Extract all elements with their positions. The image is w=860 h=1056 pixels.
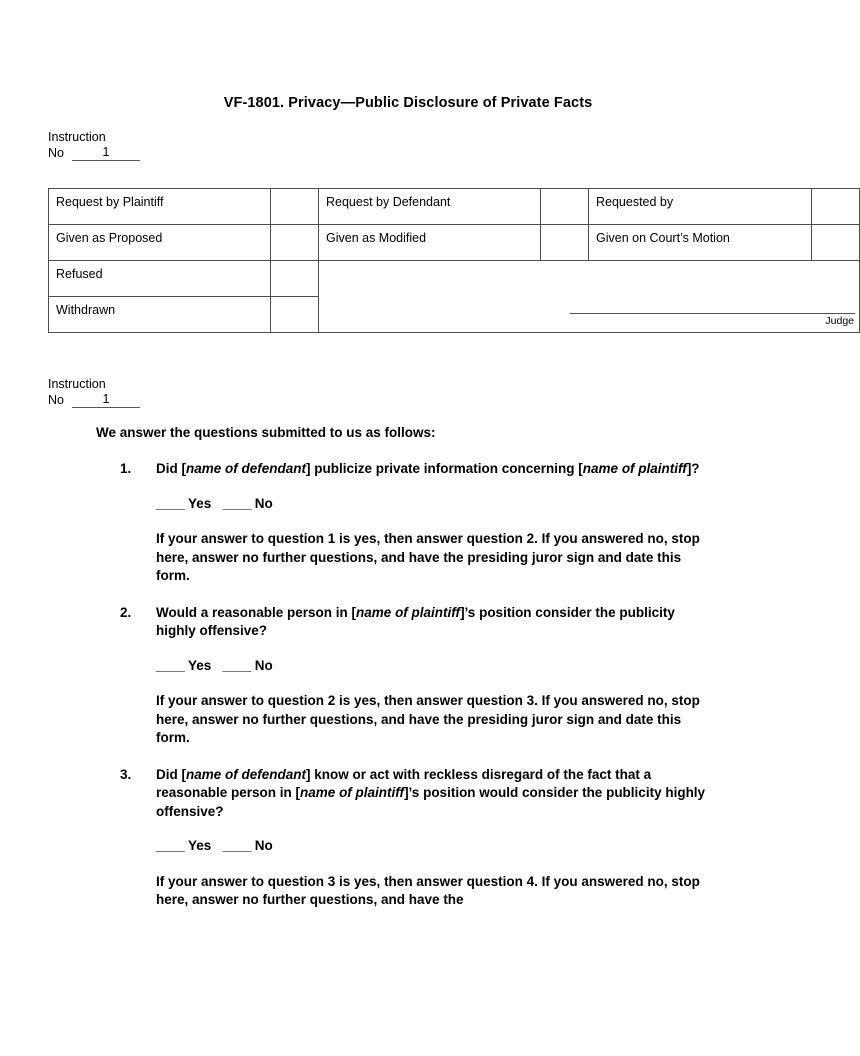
judge-signature-cell bbox=[319, 261, 860, 333]
answer-no-label: No bbox=[254, 495, 273, 511]
instruction-label-line1: Instruction bbox=[48, 130, 106, 144]
cell-given-on-courts-motion bbox=[589, 225, 812, 261]
cell-label: Given as Modified bbox=[326, 231, 427, 245]
cell-withdrawn bbox=[49, 297, 271, 333]
static-text: Would a reasonable person in [ bbox=[156, 604, 357, 620]
cell-refused bbox=[49, 261, 271, 297]
page-title: VF-1801. Privacy—Public Disclosure of Private Facts bbox=[223, 95, 593, 111]
question-number: 2. bbox=[120, 604, 132, 620]
placeholder-text: name of defendant bbox=[186, 766, 307, 782]
answer-row-question-1 bbox=[156, 495, 816, 514]
answer-no-blank[interactable]: ____ bbox=[222, 657, 251, 673]
question-number: 1. bbox=[120, 461, 132, 476]
answer-yes-blank[interactable]: ____ bbox=[156, 495, 185, 511]
placeholder-text: name of defendant bbox=[186, 461, 307, 476]
checkbox-request-by-plaintiff[interactable] bbox=[271, 189, 319, 225]
cell-requested-by bbox=[589, 189, 812, 225]
cell-label: Request by Defendant bbox=[326, 195, 451, 209]
cell-label: Refused bbox=[56, 267, 103, 281]
answer-yes-blank[interactable]: ____ bbox=[156, 657, 185, 673]
checkbox-refused[interactable] bbox=[271, 261, 319, 297]
instruction-no-label: No bbox=[48, 393, 64, 407]
placeholder-text: name of plaintiff bbox=[356, 604, 461, 620]
judge-signature-label: Judge bbox=[825, 315, 854, 327]
answer-yes-label: Yes bbox=[187, 838, 212, 853]
answer-yes-label: Yes bbox=[187, 657, 212, 673]
static-text: Did [ bbox=[156, 461, 186, 476]
answer-yes-blank[interactable]: ____ bbox=[156, 838, 185, 853]
static-text: ] know or act with reckless disregard of the fact that a reasonable person in [ bbox=[156, 766, 652, 800]
answer-no-label: No bbox=[254, 657, 273, 673]
answer-yes-label: Yes bbox=[187, 495, 212, 511]
cell-label: Withdrawn bbox=[56, 303, 116, 317]
request-disposition-table bbox=[48, 188, 860, 333]
answer-row-question-2 bbox=[156, 657, 816, 676]
static-text: ]? bbox=[686, 461, 700, 476]
instruction-number-field[interactable]: 1 bbox=[72, 392, 140, 408]
question-2 bbox=[120, 604, 816, 641]
instruction-number-header-top bbox=[48, 130, 140, 161]
question-text bbox=[156, 604, 708, 641]
answer-row-question-3 bbox=[156, 837, 816, 856]
checkbox-given-as-modified[interactable] bbox=[541, 225, 589, 261]
static-text: ] publicize private information concerning [ bbox=[306, 461, 583, 476]
question-3-instruction-note: If your answer to question 3 is yes, then answer question 4. If you answered no, stop here, answer no further questions, and have the bbox=[156, 873, 700, 907]
cell-label: Requested by bbox=[596, 195, 674, 209]
cell-label: Request by Plaintiff bbox=[56, 195, 164, 209]
instruction-number-field[interactable]: 1 bbox=[72, 145, 140, 161]
checkbox-request-by-defendant[interactable] bbox=[541, 189, 589, 225]
instruction-number-row bbox=[48, 392, 140, 408]
answer-no-blank[interactable]: ____ bbox=[222, 495, 251, 511]
question-text bbox=[156, 766, 708, 822]
cell-request-by-plaintiff bbox=[49, 189, 271, 225]
cell-label: Given on Court’s Motion bbox=[596, 231, 730, 245]
verdict-body bbox=[0, 424, 816, 910]
static-text: ]’s position consider the publicity highly offensive? bbox=[156, 604, 675, 638]
answer-no-blank[interactable]: ____ bbox=[222, 838, 251, 853]
question-number: 3. bbox=[120, 766, 132, 782]
cell-label: Given as Proposed bbox=[56, 231, 163, 245]
verdict-intro: We answer the questions submitted to us as follows: bbox=[96, 425, 436, 440]
checkbox-given-on-courts-motion[interactable] bbox=[812, 225, 860, 261]
static-text: ]’s position would consider the publicity highly offensive? bbox=[156, 785, 706, 819]
table-row bbox=[49, 261, 860, 297]
question-1 bbox=[120, 460, 816, 479]
instruction-number-header-body bbox=[48, 377, 140, 408]
static-text: Did [ bbox=[156, 766, 186, 782]
cell-request-by-defendant bbox=[319, 189, 541, 225]
table-row bbox=[49, 225, 860, 261]
instruction-number-row bbox=[48, 145, 140, 161]
cell-given-as-proposed bbox=[49, 225, 271, 261]
checkbox-withdrawn[interactable] bbox=[271, 297, 319, 333]
checkbox-given-as-proposed[interactable] bbox=[271, 225, 319, 261]
cell-given-as-modified bbox=[319, 225, 541, 261]
question-text bbox=[156, 460, 708, 479]
question-1-instruction-note: If your answer to question 1 is yes, then answer question 2. If you answered no, stop here, answer no further questions, and have the presiding juror sign and date this form. bbox=[156, 531, 700, 583]
instruction-no-label: No bbox=[48, 146, 64, 160]
instruction-label-line1: Instruction bbox=[48, 377, 106, 391]
placeholder-text: name of plaintiff bbox=[582, 461, 687, 476]
table-row bbox=[49, 189, 860, 225]
checkbox-requested-by[interactable] bbox=[812, 189, 860, 225]
question-3 bbox=[120, 766, 816, 822]
question-2-instruction-note: If your answer to question 2 is yes, then answer question 3. If you answered no, stop here, answer no further questions, and have the presiding juror sign and date this form. bbox=[156, 693, 700, 745]
answer-no-label: No bbox=[254, 838, 273, 853]
judge-signature-area bbox=[570, 312, 855, 328]
placeholder-text: name of plaintiff bbox=[300, 785, 405, 800]
